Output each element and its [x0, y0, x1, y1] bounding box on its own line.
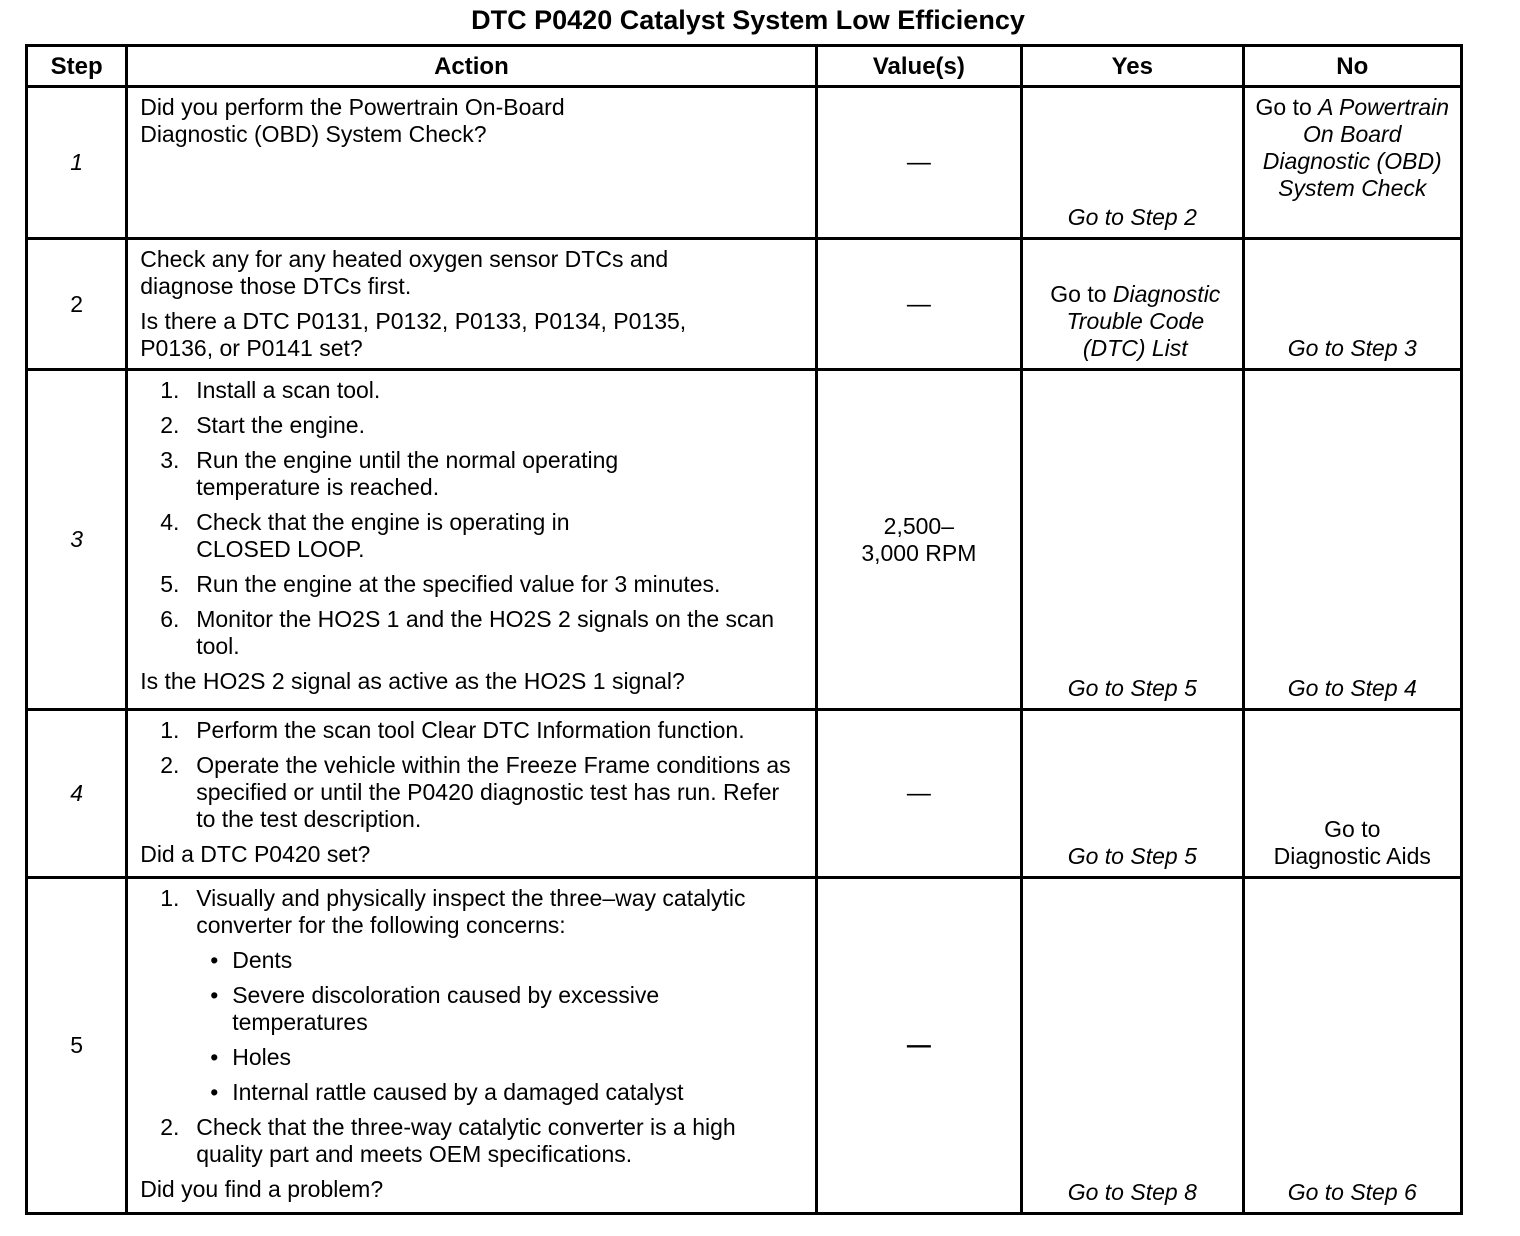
value-dash: — — [906, 780, 931, 807]
value-dash: — — [906, 1032, 931, 1059]
item-number: 3. — [160, 447, 180, 473]
yes-cell: Go to Step 5 — [1022, 710, 1243, 878]
bullet-item — [196, 1044, 806, 1071]
item-text: Perform the scan tool Clear DTC Information function. — [196, 717, 745, 743]
action-question: Is the HO2S 2 signal as active as the HO2S 1 signal? — [140, 668, 685, 694]
action-cell — [127, 878, 816, 1214]
header-step: Step — [27, 46, 127, 87]
table-row-step-4 — [27, 710, 1462, 878]
item-number: 1. — [160, 377, 180, 403]
header-row — [27, 46, 1462, 87]
list-item — [140, 509, 806, 563]
item-number: 1. — [160, 885, 180, 911]
action-question: Did a DTC P0420 set? — [140, 841, 371, 867]
no-cell: Go to Step 3 — [1243, 239, 1461, 370]
no-link: Diagnostic Aids — [1273, 843, 1431, 869]
yes-cell: Go to Step 8 — [1022, 878, 1243, 1214]
value-dash: — — [906, 149, 931, 176]
step-number: 2 — [27, 239, 127, 370]
no-prefix: Go to — [1324, 816, 1381, 842]
header-action: Action — [127, 46, 816, 87]
item-text: Visually and physically inspect the three–way catalytic converter for the following concerns: — [196, 885, 746, 938]
item-text: Check that the three-way catalytic converter is a high quality part and meets OEM specifications. — [196, 1114, 736, 1167]
list-item — [140, 571, 806, 598]
list-item — [140, 1114, 806, 1168]
yes-cell — [1022, 239, 1243, 370]
item-number: 2. — [160, 412, 180, 438]
list-item — [140, 377, 806, 404]
item-number: 4. — [160, 509, 180, 535]
bullet-icon: • — [210, 1079, 219, 1105]
action-steps-list — [140, 885, 806, 1168]
list-item — [140, 412, 806, 439]
header-yes: Yes — [1022, 46, 1243, 87]
value-cell — [816, 878, 1021, 1214]
step-number: 5 — [27, 878, 127, 1214]
action-cell — [127, 710, 816, 878]
bullet-text: Severe discoloration caused by excessive temperatures — [232, 982, 660, 1035]
yes-prefix: Go to — [1050, 281, 1113, 307]
list-item — [140, 447, 806, 501]
action-question: Did you find a problem? — [140, 1176, 384, 1202]
list-item — [140, 885, 806, 1106]
action-cell — [127, 370, 816, 710]
list-item — [140, 752, 806, 833]
bullet-icon: • — [210, 982, 219, 1008]
bullet-text: Holes — [232, 1044, 292, 1070]
concern-bullets — [196, 947, 806, 1106]
yes-link: Diagnostic Trouble Code (DTC) List — [1066, 281, 1221, 361]
table-row-step-5 — [27, 878, 1462, 1214]
document-title: DTC P0420 Catalyst System Low Efficiency — [471, 5, 1025, 35]
action-steps-list — [140, 717, 806, 833]
value-cell — [816, 710, 1021, 878]
item-text: Check that the engine is operating in CLOSED LOOP. — [196, 509, 570, 562]
table-row-step-1 — [27, 87, 1462, 239]
bullet-text: Internal rattle caused by a damaged catalyst — [232, 1079, 684, 1105]
no-cell: Go to Step 6 — [1243, 878, 1461, 1214]
action-text: Check any for any heated oxygen sensor DTCs and diagnose those DTCs first. — [140, 246, 669, 299]
item-text: Operate the vehicle within the Freeze Frame conditions as specified or until the P0420 diagnostic test has run. Refer to the test description. — [196, 752, 791, 832]
value-range-start: 2,500– — [883, 512, 955, 539]
item-text: Monitor the HO2S 1 and the HO2S 2 signals on the scan tool. — [196, 606, 775, 659]
yes-cell: Go to Step 5 — [1022, 370, 1243, 710]
value-dash: — — [906, 290, 931, 318]
value-cell — [816, 87, 1021, 239]
diagnostic-table — [25, 44, 1463, 1215]
bullet-icon: • — [210, 1044, 219, 1070]
step-number: 1 — [27, 87, 127, 239]
item-number: 5. — [160, 571, 180, 597]
item-text: Run the engine until the normal operating temperature is reached. — [196, 447, 619, 500]
value-range-end: 3,000 RPM — [861, 539, 977, 566]
step-number: 4 — [27, 710, 127, 878]
value-cell — [816, 239, 1021, 370]
action-text: Did you perform the Powertrain On-Board Diagnostic (OBD) System Check? — [140, 94, 565, 147]
item-text: Start the engine. — [196, 412, 365, 438]
bullet-icon: • — [210, 947, 219, 973]
bullet-item — [196, 982, 806, 1036]
table-row-step-2 — [27, 239, 1462, 370]
list-item — [140, 606, 806, 660]
item-number: 1. — [160, 717, 180, 743]
action-cell — [127, 239, 816, 370]
no-cell — [1243, 87, 1461, 239]
header-values: Value(s) — [816, 46, 1021, 87]
bullet-item — [196, 1079, 806, 1106]
list-item — [140, 717, 806, 744]
yes-cell: Go to Step 2 — [1022, 87, 1243, 239]
no-cell: Go to Step 4 — [1243, 370, 1461, 710]
no-link: A Powertrain On Board Diagnostic (OBD) System Check — [1262, 94, 1449, 201]
bullet-item — [196, 947, 806, 974]
action-cell — [127, 87, 816, 239]
value-cell — [816, 370, 1021, 710]
item-text: Install a scan tool. — [196, 377, 381, 403]
bullet-text: Dents — [232, 947, 293, 973]
item-number: 2. — [160, 1114, 180, 1140]
action-question: Is there a DTC P0131, P0132, P0133, P0134, P0135, P0136, or P0141 set? — [140, 308, 687, 361]
item-number: 6. — [160, 606, 180, 632]
no-prefix: Go to — [1255, 94, 1319, 120]
item-number: 2. — [160, 752, 180, 778]
action-steps-list — [140, 377, 806, 660]
step-number: 3 — [27, 370, 127, 710]
item-text: Run the engine at the specified value for 3 minutes. — [196, 571, 721, 597]
header-no: No — [1243, 46, 1461, 87]
no-cell — [1243, 710, 1461, 878]
table-row-step-3 — [27, 370, 1462, 710]
